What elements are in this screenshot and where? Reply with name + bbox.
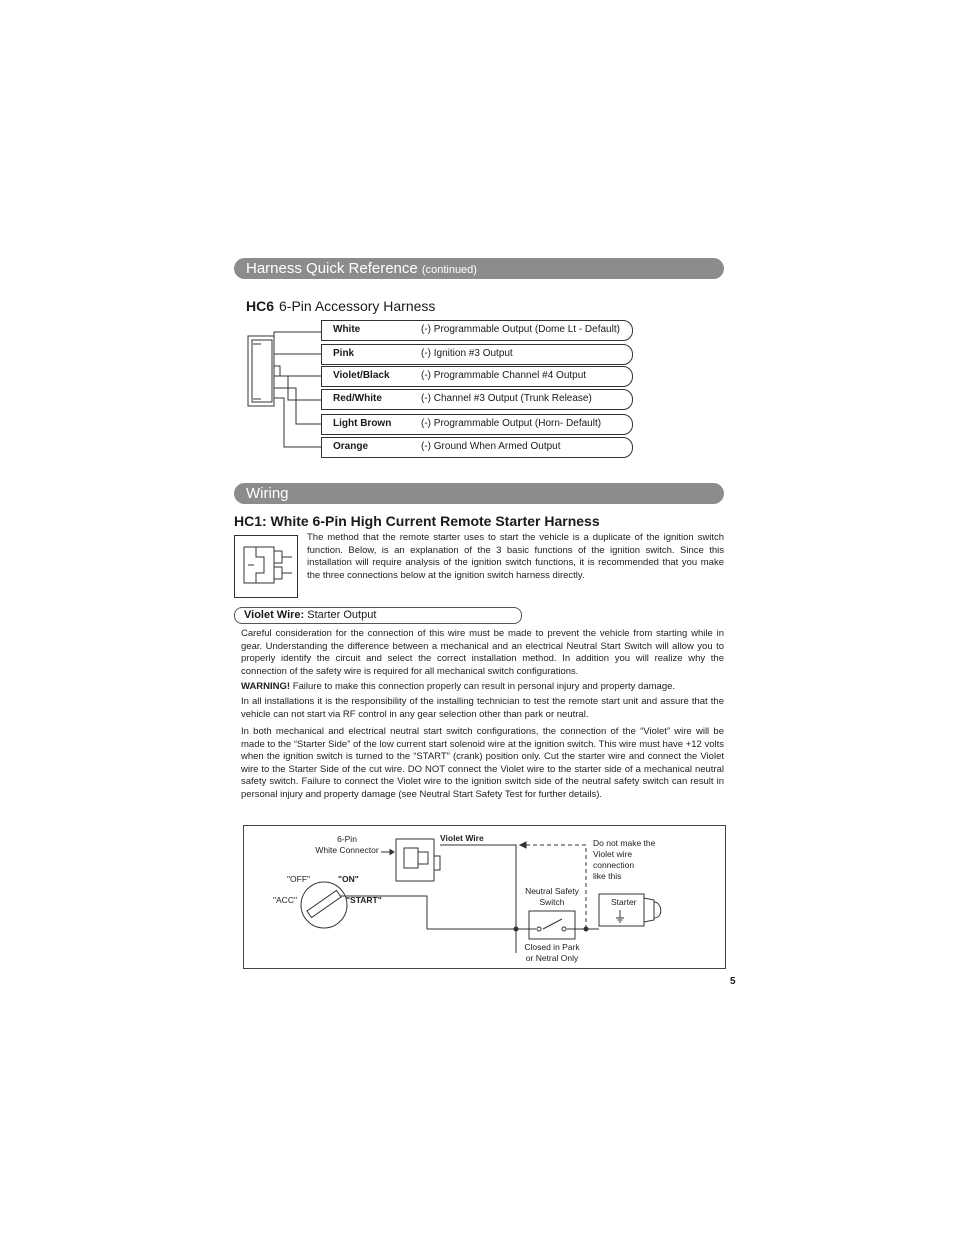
violet-wire-header [234, 607, 522, 624]
wiring-title: Wiring [246, 485, 289, 502]
ignition-switch-shape [301, 882, 347, 928]
hc6-name: 6-Pin Accessory Harness [279, 298, 436, 314]
start-label: "START" [346, 895, 382, 905]
nss-label-2: Switch [539, 897, 565, 907]
warn-label-2: Violet wire [593, 849, 633, 859]
warning-label: WARNING! [241, 681, 291, 692]
pin-row-light-brown: Light Brown (-) Programmable Output (Horn- Default) [321, 414, 633, 435]
warn-label-1: Do not make the [593, 838, 656, 848]
wiring-header [234, 483, 724, 504]
harness-quick-reference-header [234, 258, 724, 279]
starter-label: Starter [611, 897, 637, 907]
violet-para-1: Careful consideration for the connection of this wire must be made to prevent the vehicle from starting while in gear. Understanding the difference between a mechanical and an electrical Neutral Start Switch will allow you to properly identify the circuit and select the correct installation method. In addition you will realize why the connection of the safety wire is required for all mechanical switch configurations. [241, 628, 724, 677]
violet-para-2: In all installations it is the responsibility of the installing technician to test the remote start unit and assure that the vehicle can not start via RF control in any gear selection other than park or neutral. [241, 696, 724, 720]
violet-wire-label: Violet Wire: [244, 609, 305, 621]
hc1-connector-icon [234, 535, 298, 598]
connector-label-1: 6-Pin [337, 834, 357, 844]
hc1-intro: The method that the remote starter uses to start the vehicle is a duplicate of the ignition switch function. Below, is an explanation of the 3 basic functions of the ignition switch. Since this installation will require analysis of the ignition switch functions, it is recommended that you make the three connections below at the ignition switch harness directly. [307, 532, 724, 581]
pin-row-white: White (-) Programmable Output (Dome Lt - Default) [321, 320, 633, 341]
hc6-title [246, 298, 435, 314]
off-label: "OFF" [287, 874, 311, 884]
page-number: 5 [730, 976, 736, 987]
starter-wiring-diagram [243, 825, 726, 969]
acc-label: "ACC" [273, 895, 297, 905]
warn-label-3: connection [593, 860, 635, 870]
warning-para [241, 681, 724, 694]
section-title: Harness Quick Reference [246, 260, 418, 277]
closed-label-1: Closed in Park [524, 942, 580, 952]
violet-wire-sub: Starter Output [307, 609, 377, 621]
closed-label-2: or Netral Only [525, 953, 579, 963]
pin-row-red-white: Red/White (-) Channel #3 Output (Trunk Release) [321, 389, 633, 410]
pin-row-violet-black: Violet/Black (-) Programmable Channel #4 Output [321, 366, 633, 387]
warning-text: Failure to make this connection properly can result in personal injury and property damage. [290, 681, 676, 692]
hc1-title: HC1: White 6-Pin High Current Remote Starter Harness [234, 513, 600, 529]
violet-para-3: In both mechanical and electrical neutral start switch configurations, the connection of the “Violet” wire will be made to the “Starter Side” of the low current start solenoid wire at the ignition switch. This wire must have +12 volts when the ignition switch is turned to the “START” (crank) position only. Cut the starter wire and connect the Violet wire to the Starter Side of the cut wire. DO NOT connect the Violet wire to the starter side of a mechanical neutral safety switch. Failure to connect the Violet wire to the ignition switch side of the neutral safety switch can result in personal injury and property damage (see Neutral Start Safety Test for further details). [241, 726, 724, 800]
hc6-connector-diagram [240, 318, 330, 463]
pin-row-orange: Orange (-) Ground When Armed Output [321, 437, 633, 458]
warn-label-4: like this [593, 871, 622, 881]
neutral-safety-switch-shape [529, 911, 575, 939]
connector-label-2: White Connector [315, 845, 379, 855]
pin-row-pink: Pink (-) Ignition #3 Output [321, 344, 633, 365]
hc6-code: HC6 [246, 298, 275, 314]
connector-inner [252, 340, 272, 402]
nss-label-1: Neutral Safety [525, 886, 579, 896]
violet-wire-label: Violet Wire [440, 833, 484, 843]
section-suffix: (continued) [421, 264, 477, 276]
on-label: "ON" [338, 874, 359, 884]
